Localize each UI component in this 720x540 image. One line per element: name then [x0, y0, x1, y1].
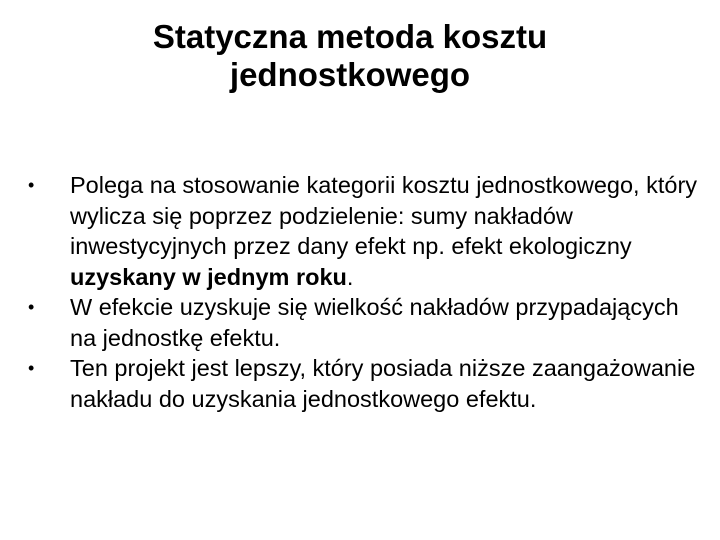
- bullet-item-3: [28, 353, 708, 414]
- bullet-list: [28, 170, 708, 414]
- bullet-marker-icon: •: [28, 358, 35, 378]
- bullet-marker-icon: •: [28, 175, 35, 195]
- bullet-item-3-text: Ten projekt jest lepszy, który posiada niższe zaangażowanie nakładu do uzyskania jednostkowego efektu.: [70, 355, 696, 412]
- bullet-item-1-text: Polega na stosowanie kategorii kosztu jednostkowego, który wylicza się poprzez podzielenie: sumy nakładów inwestycyjnych przez dany efekt np. efekt ekologiczny: [70, 172, 698, 259]
- slide-title-line-1: Statyczna metoda kosztu: [152, 18, 548, 55]
- slide-title-line-2: jednostkowego: [229, 56, 471, 93]
- bullet-marker-icon: •: [28, 297, 35, 317]
- slide-title: [0, 18, 700, 94]
- bullet-item-2: [28, 292, 708, 353]
- bullet-item-1: [28, 170, 708, 292]
- bullet-item-1-end: .: [346, 263, 354, 290]
- bullet-item-1-bold-text: uzyskany w jednym roku: [70, 263, 347, 290]
- bullet-item-2-text: W efekcie uzyskuje się wielkość nakładów przypadających na jednostkę efektu.: [70, 294, 679, 351]
